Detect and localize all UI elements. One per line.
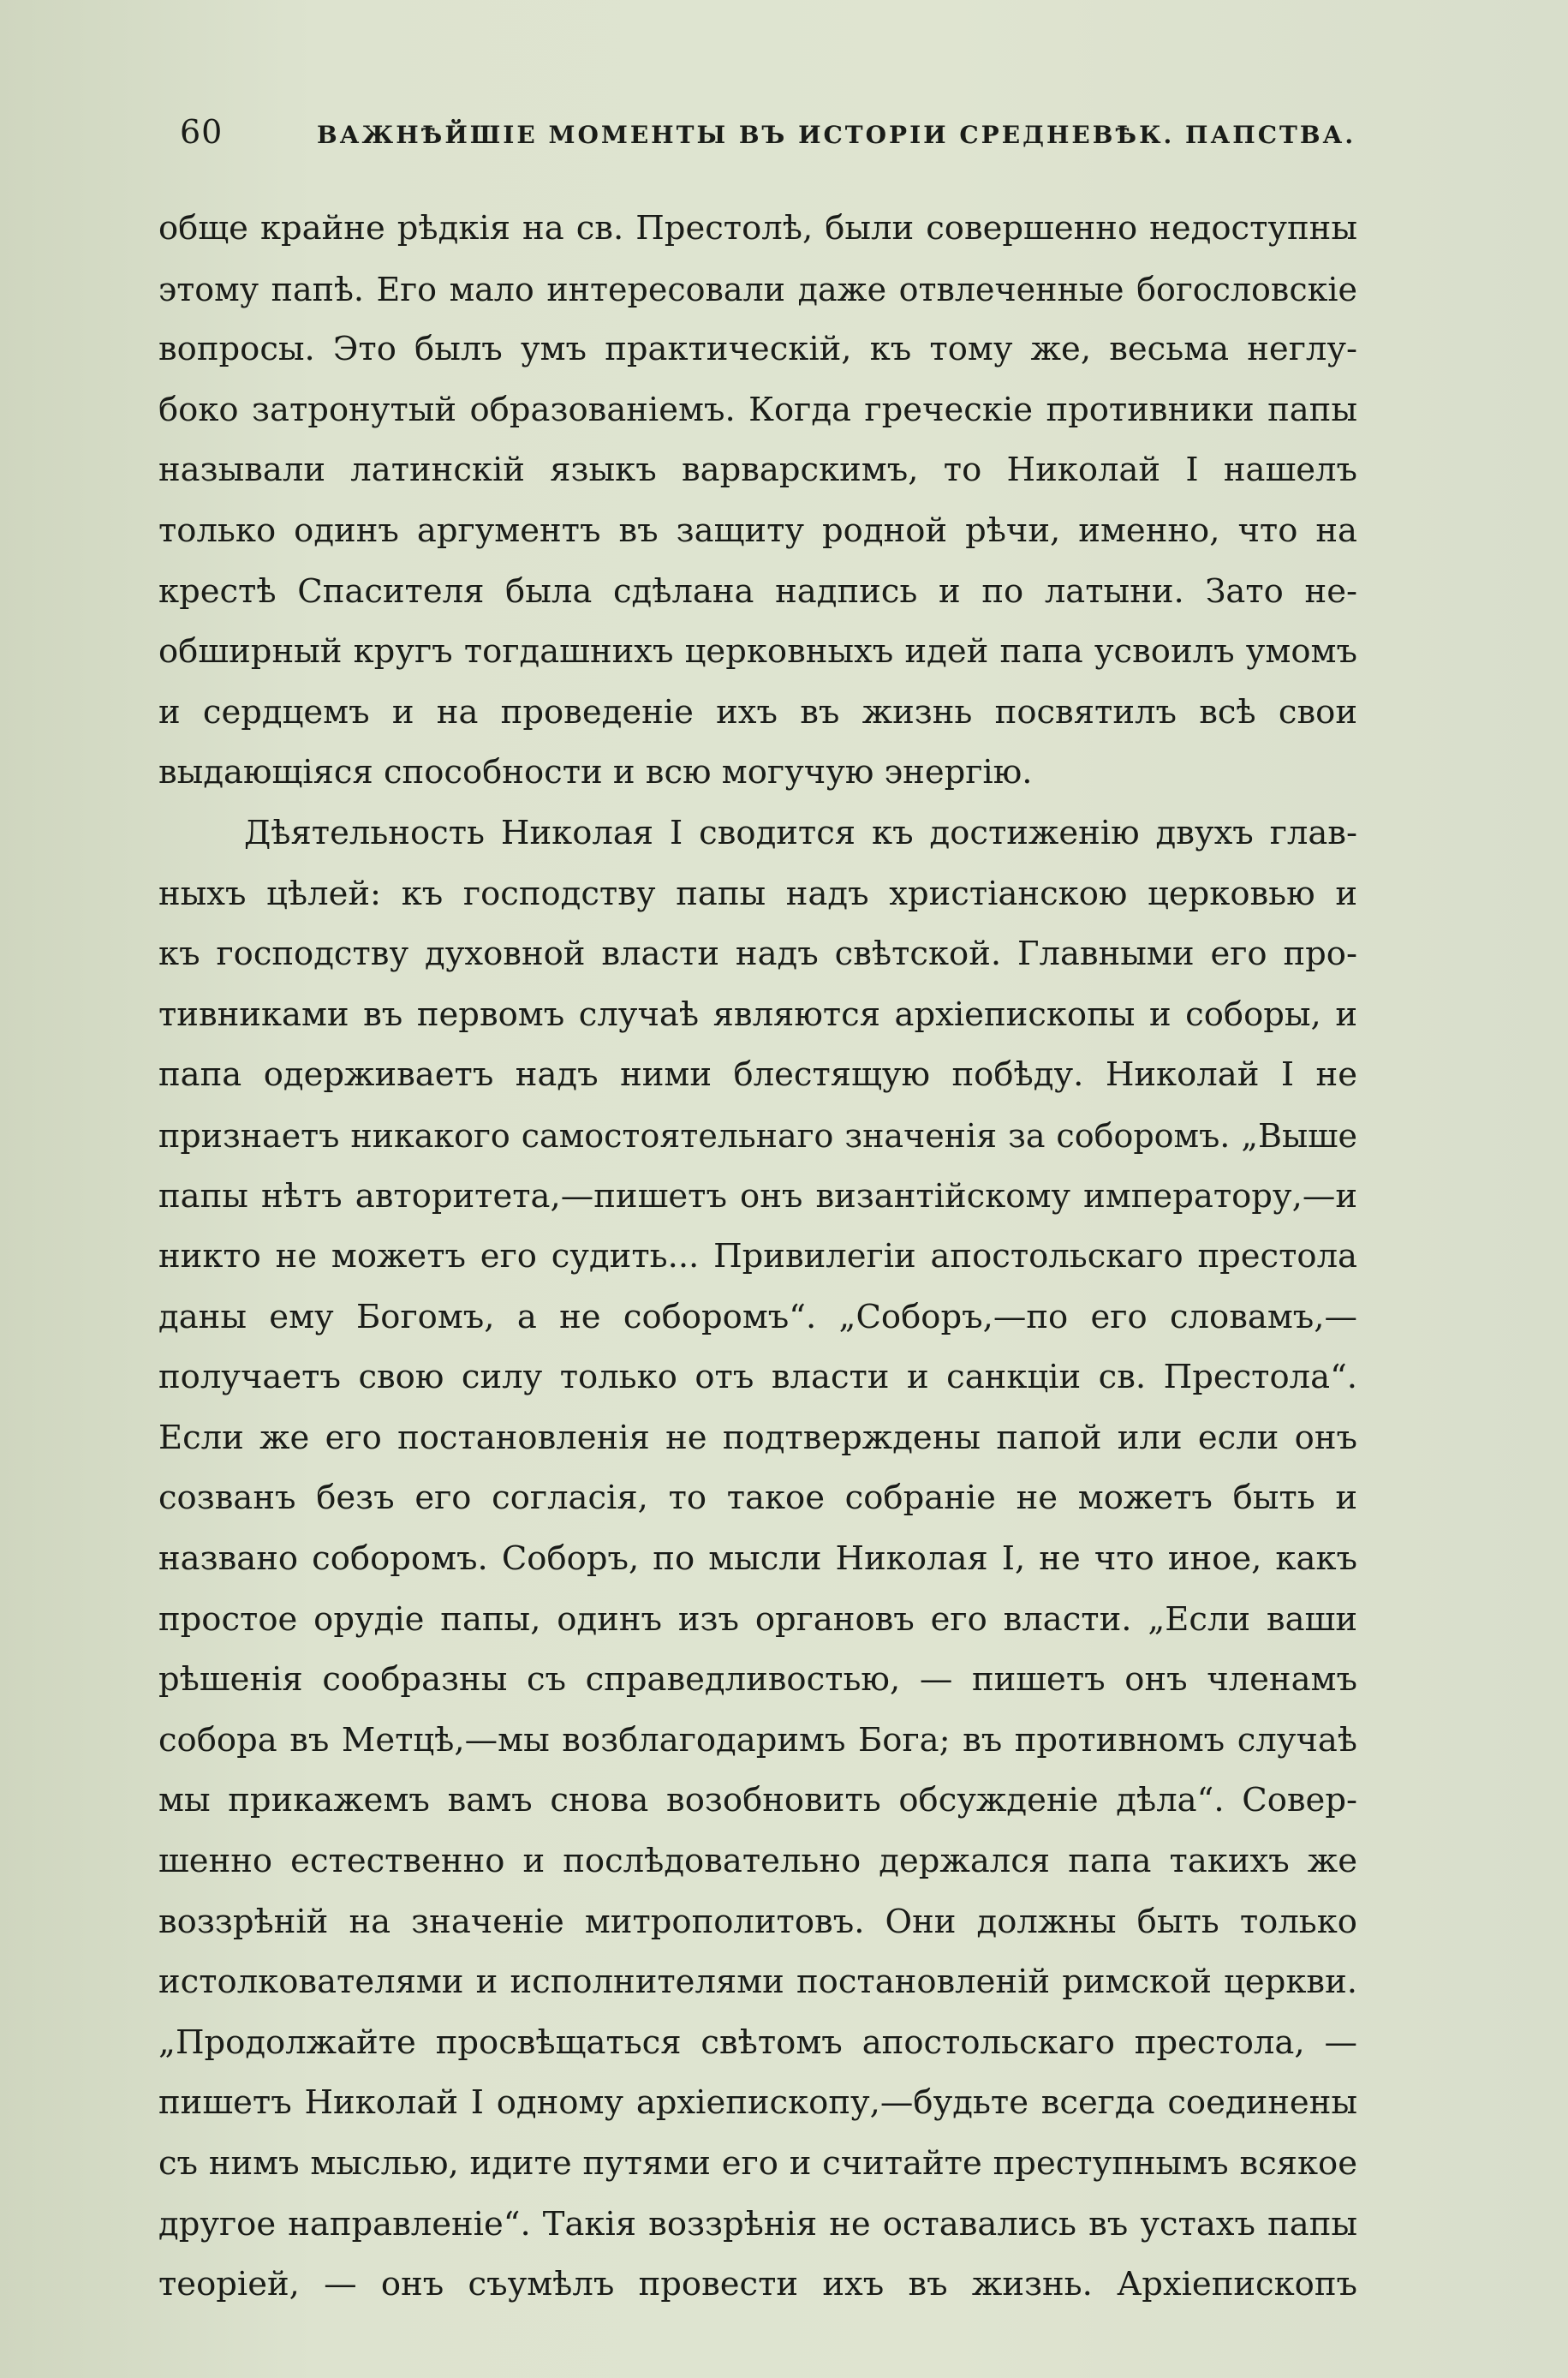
text-line: выдающіяся способности и всю могучую энергію. [158,753,1033,792]
text-line: боко затронутый образованіемъ. Когда греческіе противники папы [158,390,1357,429]
text-line: съ нимъ мыслью, идите путями его и считайте преступнымъ всякое [158,2144,1357,2183]
text-line: обще крайне рѣдкія на св. Престолѣ, были совершенно недоступны [158,209,1357,248]
page-number: 60 [180,113,224,151]
text-line: мы прикажемъ вамъ снова возобновить обсужденіе дѣла“. Совер- [158,1781,1357,1820]
text-line: называли латинскій языкъ варварскимъ, то Николай I нашелъ [158,451,1357,490]
text-line: и сердцемъ и на проведеніе ихъ въ жизнь посвятилъ всѣ свои [158,692,1357,732]
text-line: крестѣ Спасителя была сдѣлана надпись и по латыни. Зато не- [158,571,1357,611]
text-line: шенно естественно и послѣдовательно держался папа такихъ же [158,1842,1357,1881]
text-line: пишетъ Николай I одному архіепископу,—будьте всегда соединены [158,2083,1357,2123]
text-line: тивниками въ первомъ случаѣ являются архіепископы и соборы, и [158,995,1357,1034]
text-line: названо соборомъ. Соборъ, по мысли Николая I, не что иное, какъ [158,1539,1357,1579]
running-head: ВАЖНѢЙШІЕ МОМЕНТЫ ВЪ ИСТОРІИ СРЕДНЕВѢК. ПАПСТВА. [317,121,1356,149]
page-header [180,113,1396,164]
text-line: только одинъ аргументъ въ защиту родной рѣчи, именно, что на [158,511,1357,550]
text-line: рѣшенія сообразны съ справедливостью, — пишетъ онъ членамъ [158,1660,1357,1700]
text-line: папы нѣтъ авторитета,—пишетъ онъ византійскому императору,—и [158,1176,1357,1216]
text-line: истолкователями и исполнителями постановленій римской церкви. [158,1963,1357,2002]
text-line: даны ему Богомъ, а не соборомъ“. „Соборъ,—по его словамъ,— [158,1297,1357,1336]
text-line: къ господству духовной власти надъ свѣтской. Главными его про- [158,935,1357,974]
text-line: ныхъ цѣлей: къ господству папы надъ христіанскою церковью и [158,874,1357,913]
text-line: этому папѣ. Его мало интересовали даже отвлеченные богословскіе [158,270,1357,308]
text-line: папа одерживаетъ надъ ними блестящую побѣду. Николай I не [158,1055,1357,1095]
text-line: получаетъ свою силу только отъ власти и санкціи св. Престола“. [158,1358,1357,1397]
text-line: воззрѣній на значеніе митрополитовъ. Они должны быть только [158,1902,1357,1941]
text-line: никто не можетъ его судить... Привилегіи апостольскаго престола [158,1237,1357,1276]
text-line: теоріей, — онъ съумѣлъ провести ихъ въ жизнь. Архіепископъ [158,2265,1357,2304]
text-line: Дѣятельность Николая I сводится къ достиженію двухъ глав- [244,813,1357,852]
text-line: Если же его постановленія не подтверждены папой или если онъ [158,1418,1357,1457]
body-text [158,199,1357,2315]
text-line: простое орудіе папы, одинъ изъ органовъ его власти. „Если ваши [158,1599,1357,1639]
text-line: другое направленіе“. Такія воззрѣнія не оставались въ устахъ папы [158,2204,1357,2244]
text-line: вопросы. Это былъ умъ практическій, къ тому же, весьма неглу- [158,330,1357,369]
text-line: обширный кругъ тогдашнихъ церковныхъ идей папа усвоилъ умомъ [158,632,1357,672]
text-line: собора въ Метцѣ,—мы возблагодаримъ Бога; въ противномъ случаѣ [158,1720,1357,1760]
text-line: „Продолжайте просвѣщаться свѣтомъ апостольскаго престола, — [158,2022,1357,2062]
text-line: созванъ безъ его согласія, то такое собраніе не можетъ быть и [158,1479,1357,1518]
text-line: признаетъ никакого самостоятельнаго значенія за соборомъ. „Выше [158,1116,1357,1155]
